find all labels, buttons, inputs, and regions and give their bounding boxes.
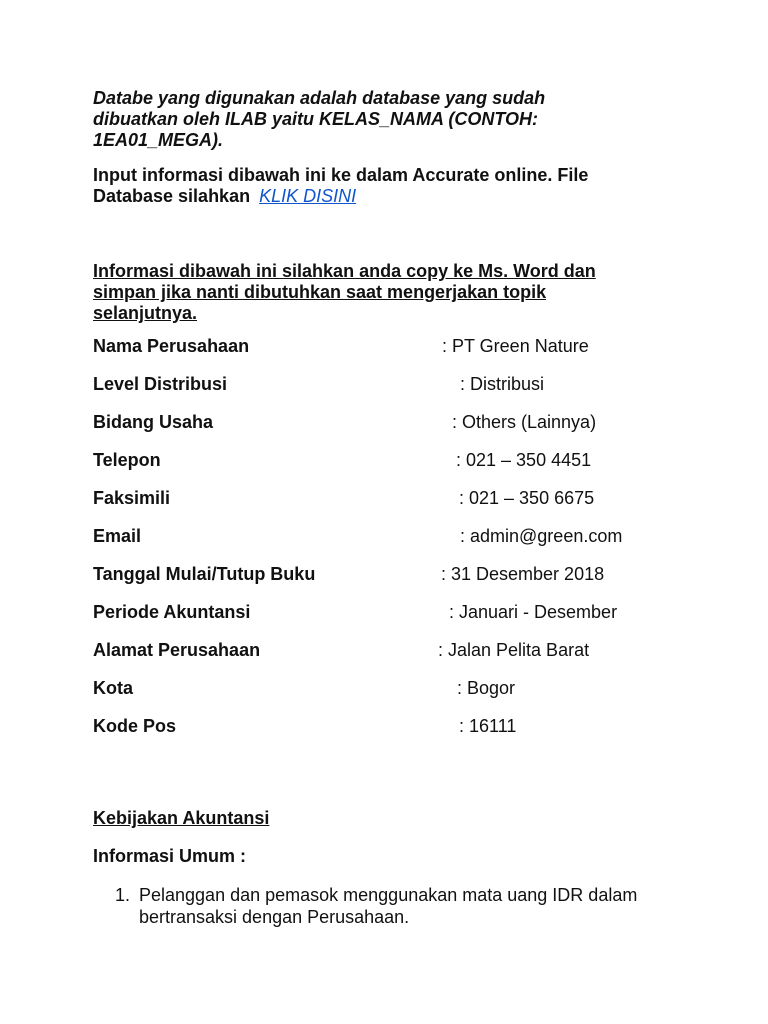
list-item [93,884,673,928]
input-line-1: Input informasi dibawah ini ke dalam Accurate online. File [93,165,589,185]
info-row-kode-pos [93,716,673,754]
intro-line-2: dibuatkan oleh ILAB yaitu KELAS_NAMA (CONTOH: [93,109,539,129]
info-row-kota [93,678,673,716]
info-value: : Others (Lainnya) [452,412,597,432]
info-value: : PT Green Nature [442,336,589,356]
intro-line-3: 1EA01_MEGA). [93,130,224,150]
info-label: Nama Perusahaan [93,336,250,356]
info-label: Faksimili [93,488,171,508]
info-value: : Distribusi [460,374,545,394]
info-row-telepon [93,450,673,488]
company-info-list [93,336,673,754]
general-info-heading: Informasi Umum : [93,846,247,866]
input-instruction-paragraph [93,165,673,207]
info-label: Kode Pos [93,716,177,736]
info-value: : Jalan Pelita Barat [438,640,590,660]
list-item-line-2: bertransaksi dengan Perusahaan. [139,907,410,927]
info-label: Tanggal Mulai/Tutup Buku [93,564,316,584]
info-row-alamat-perusahaan [93,640,673,678]
info-value: : 021 – 350 6675 [459,488,595,508]
info-row-tanggal-buku [93,564,673,602]
policy-section-title: Kebijakan Akuntansi [93,808,270,828]
info-value: : Bogor [457,678,516,698]
note-line-1: Informasi dibawah ini silahkan anda copy ke Ms. Word dan [93,261,596,281]
info-label: Periode Akuntansi [93,602,251,622]
info-value: : 31 Desember 2018 [441,564,605,584]
info-label: Email [93,526,142,546]
note-line-3: selanjutnya. [93,303,198,323]
input-line-2: Database silahkan [93,186,251,206]
info-row-email [93,526,673,564]
database-link[interactable]: KLIK DISINI [259,186,357,206]
info-value: : 16111 [459,716,517,736]
info-label: Alamat Perusahaan [93,640,261,660]
info-value: : admin@green.com [460,526,623,546]
intro-paragraph [93,88,673,151]
info-value: : 021 – 350 4451 [456,450,592,470]
info-row-faksimili [93,488,673,526]
info-row-nama-perusahaan [93,336,673,374]
list-item-number: 1. [115,885,131,905]
info-row-bidang-usaha [93,412,673,450]
info-label: Kota [93,678,133,698]
intro-line-1: Databe yang digunakan adalah database yang sudah [93,88,546,108]
document-page [93,88,673,928]
copy-note-paragraph [93,261,673,324]
info-value: : Januari - Desember [449,602,618,622]
info-label: Bidang Usaha [93,412,214,432]
info-row-periode-akuntansi [93,602,673,640]
info-row-level-distribusi [93,374,673,412]
info-label: Telepon [93,450,161,470]
list-item-line-1: Pelanggan dan pemasok menggunakan mata uang IDR dalam [139,885,638,905]
policy-list [93,884,673,928]
info-label: Level Distribusi [93,374,228,394]
note-line-2: simpan jika nanti dibutuhkan saat mengerjakan topik [93,282,547,302]
